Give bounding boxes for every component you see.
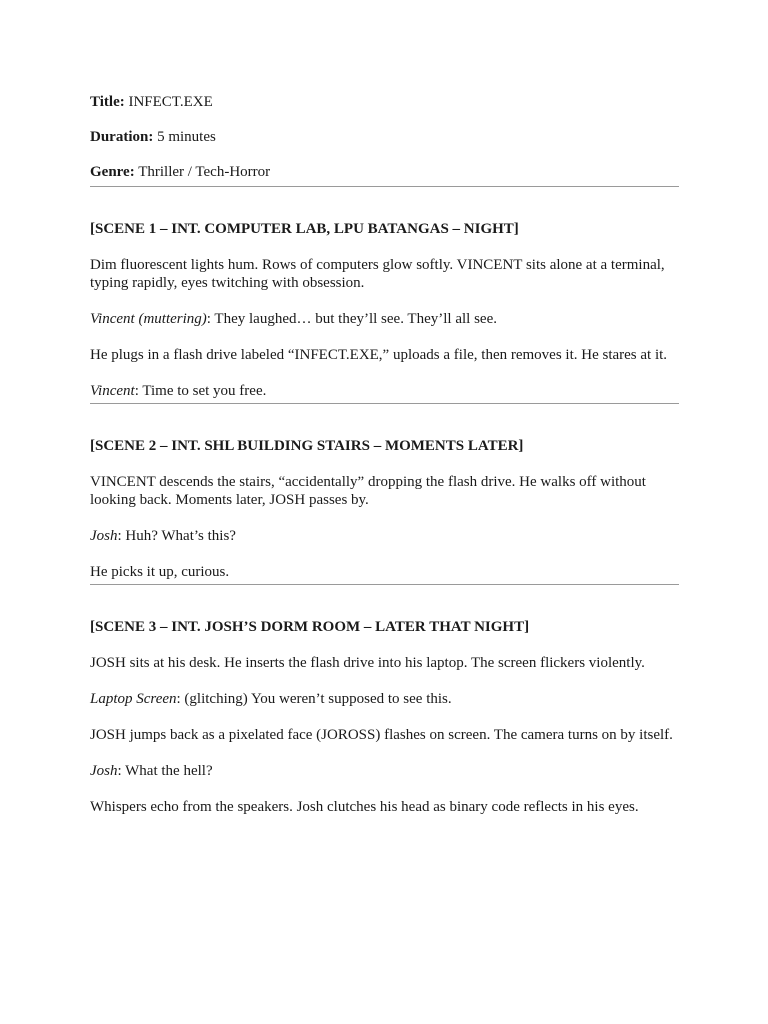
title-label: Title: <box>90 94 125 110</box>
scene-heading: [SCENE 2 – INT. SHL BUILDING STAIRS – MOMENTS LATER] <box>90 438 524 454</box>
dialogue-line <box>90 762 679 780</box>
duration-value: 5 minutes <box>153 129 216 145</box>
script-page <box>90 93 679 816</box>
genre-value: Thriller / Tech-Horror <box>134 164 271 180</box>
action-text: JOSH jumps back as a pixelated face (JOROSS) flashes on screen. The camera turns on by itself. <box>90 727 673 743</box>
dialogue-text: : Time to set you free. <box>134 383 267 399</box>
genre-label: Genre: <box>90 164 135 180</box>
scene-heading: [SCENE 3 – INT. JOSH’S DORM ROOM – LATER THAT NIGHT] <box>90 619 530 635</box>
scene-2 <box>90 437 679 581</box>
action-text: JOSH sits at his desk. He inserts the flash drive into his laptop. The screen flickers violently. <box>90 655 645 671</box>
speaker-name: Vincent <box>90 383 135 399</box>
speaker-name: Laptop Screen <box>90 691 177 707</box>
dialogue-text: : (glitching) You weren’t supposed to see this. <box>176 691 452 707</box>
divider <box>90 403 679 404</box>
title-value: INFECT.EXE <box>124 94 213 110</box>
dialogue-line <box>90 690 679 708</box>
divider <box>90 186 679 187</box>
dialogue-text: : Huh? What’s this? <box>117 528 236 544</box>
dialogue-line <box>90 527 679 545</box>
divider <box>90 584 679 585</box>
speaker-name: Vincent (muttering) <box>90 311 207 327</box>
scene-heading: [SCENE 1 – INT. COMPUTER LAB, LPU BATANGAS – NIGHT] <box>90 221 519 237</box>
title-line <box>90 93 679 111</box>
dialogue-line <box>90 310 679 328</box>
scene-1 <box>90 220 679 400</box>
speaker-name: Josh <box>90 763 118 779</box>
action-text: He plugs in a flash drive labeled “INFECT.EXE,” uploads a file, then removes it. He stares at it. <box>90 347 668 363</box>
dialogue-text: : What the hell? <box>117 763 213 779</box>
action-text: Whispers echo from the speakers. Josh clutches his head as binary code reflects in his eyes. <box>90 799 639 815</box>
scene-3 <box>90 618 679 816</box>
action-text: Dim fluorescent lights hum. Rows of computers glow softly. VINCENT sits alone at a terminal, typing rapidly, eyes twitching with obsession. <box>90 257 665 291</box>
action-text: He picks it up, curious. <box>90 564 230 580</box>
dialogue-text: : They laughed… but they’ll see. They’ll all see. <box>206 311 497 327</box>
duration-line <box>90 128 679 146</box>
genre-line <box>90 163 679 181</box>
speaker-name: Josh <box>90 528 118 544</box>
dialogue-line <box>90 382 679 400</box>
action-text: VINCENT descends the stairs, “accidentally” dropping the flash drive. He walks off without looking back. Moments later, JOSH passes by. <box>90 474 646 508</box>
duration-label: Duration: <box>90 129 154 145</box>
